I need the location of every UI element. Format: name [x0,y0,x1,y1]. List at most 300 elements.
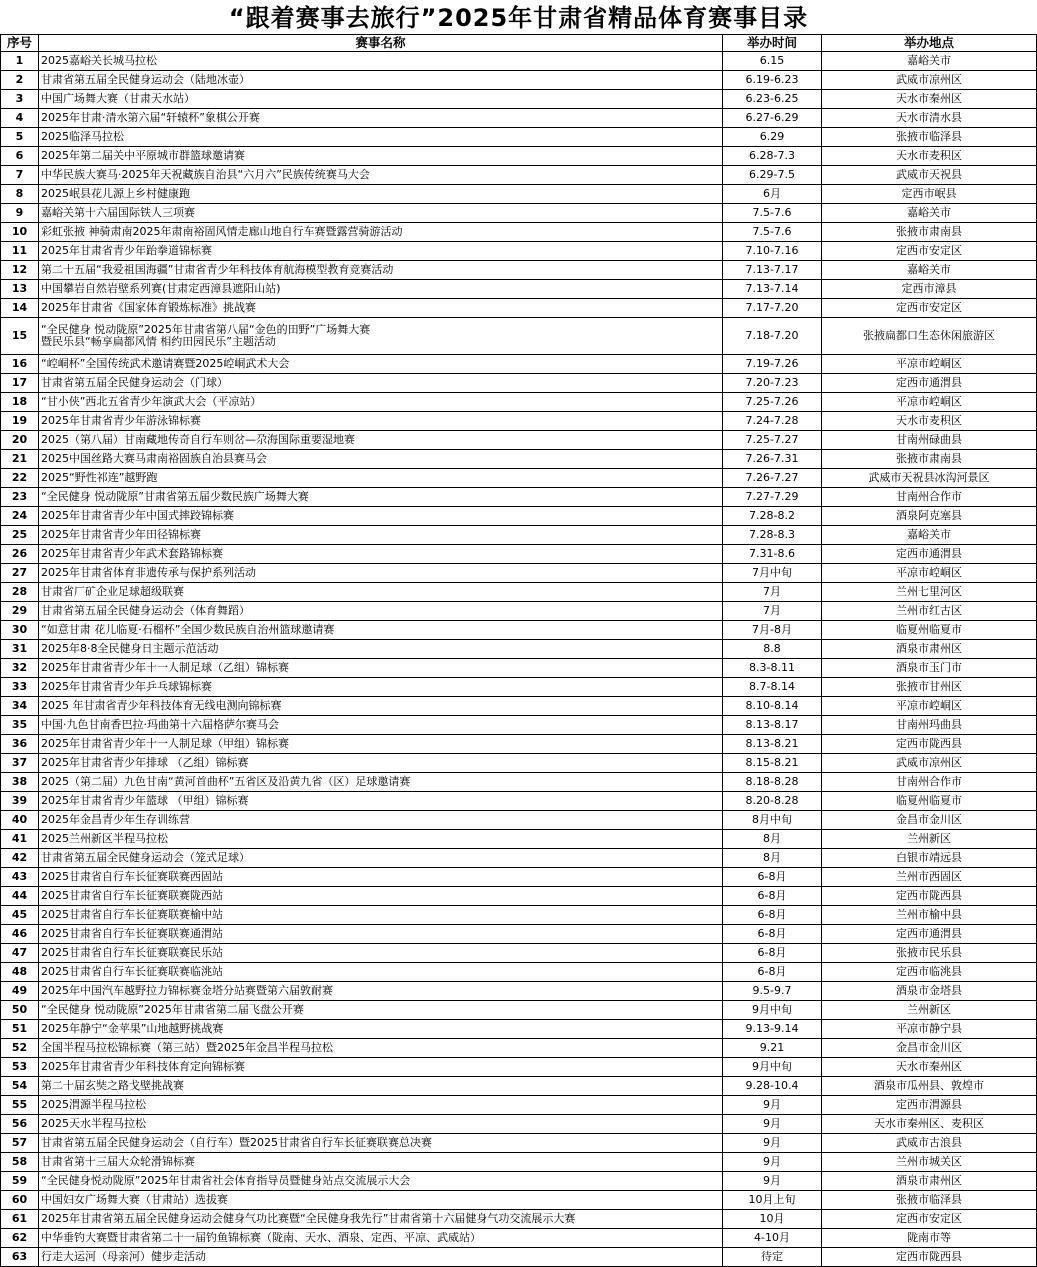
row-location: 定西市安定区 [822,299,1037,318]
row-number: 50 [1,1001,39,1020]
row-time: 9月 [723,1172,822,1191]
table-row [1,564,1037,583]
row-location: 金昌市金川区 [822,811,1037,830]
row-number: 29 [1,602,39,621]
row-location: 兰州市城关区 [822,1153,1037,1172]
row-number: 45 [1,906,39,925]
row-number: 39 [1,792,39,811]
row-location: 嘉峪关市 [822,526,1037,545]
row-event-name: “甘小侠”西北五省青少年演武大会（平凉站） [39,393,723,412]
row-location: 嘉峪关市 [822,52,1037,71]
row-event-name: 2025年甘肃省第五届全民健身运动会健身气功比赛暨“全民健身我先行”甘肃省第十六届健身气功交流展示大赛 [39,1210,723,1229]
row-number: 3 [1,90,39,109]
row-location: 兰州新区 [822,1001,1037,1020]
row-number: 63 [1,1248,39,1267]
table-row [1,1115,1037,1134]
row-time: 7.13-7.17 [723,261,822,280]
row-event-name: 2025甘肃省自行车长征赛联赛西固站 [39,868,723,887]
row-time: 4-10月 [723,1229,822,1248]
table-row [1,242,1037,261]
table-row [1,754,1037,773]
row-time: 9.21 [723,1039,822,1058]
row-event-name: 2025年甘肃省青少年科技体育定向锦标赛 [39,1058,723,1077]
table-row [1,1058,1037,1077]
row-location: 定西市通渭县 [822,545,1037,564]
row-time: 8.8 [723,640,822,659]
row-time: 6-8月 [723,887,822,906]
table-row [1,90,1037,109]
row-event-name: 2025年8·8全民健身日主题示范活动 [39,640,723,659]
row-time: 7月 [723,583,822,602]
row-location: 定西市渭源县 [822,1096,1037,1115]
row-location: 平凉市崆峒区 [822,355,1037,374]
table-row [1,204,1037,223]
table-row [1,128,1037,147]
row-event-name: 2025“野性祁连”越野跑 [39,469,723,488]
row-number: 53 [1,1058,39,1077]
row-number: 33 [1,678,39,697]
row-time: 6.29-7.5 [723,166,822,185]
row-number: 52 [1,1039,39,1058]
table-row [1,792,1037,811]
row-event-name: 甘肃省厂矿企业足球超级联赛 [39,583,723,602]
row-location: 酒泉市瓜州县、敦煌市 [822,1077,1037,1096]
row-time: 9月 [723,1115,822,1134]
row-number: 61 [1,1210,39,1229]
table-row [1,431,1037,450]
row-time: 7.5-7.6 [723,223,822,242]
row-number: 56 [1,1115,39,1134]
row-location: 天水市秦州区 [822,90,1037,109]
row-time: 6.27-6.29 [723,109,822,128]
table-row [1,868,1037,887]
row-number: 32 [1,659,39,678]
table-row [1,1229,1037,1248]
row-time: 8.10-8.14 [723,697,822,716]
row-event-name [39,318,723,355]
row-event-name: 2025年甘肃省青少年跆拳道锦标赛 [39,242,723,261]
row-event-name: 甘肃省第十三届大众轮滑锦标赛 [39,1153,723,1172]
row-number: 31 [1,640,39,659]
row-time: 9月 [723,1134,822,1153]
row-location: 嘉峪关市 [822,204,1037,223]
row-number: 1 [1,52,39,71]
row-time: 7.20-7.23 [723,374,822,393]
row-event-name: 中华民族大赛马·2025年天祝藏族自治县“六月六”民族传统赛马大会 [39,166,723,185]
header-number: 序号 [1,35,39,52]
row-number: 26 [1,545,39,564]
row-time: 8月中旬 [723,811,822,830]
row-event-name: 2025年甘肃省青少年乒乓球锦标赛 [39,678,723,697]
row-event-name: 中国攀岩自然岩壁系列赛(甘肃定西漳县遮阳山站) [39,280,723,299]
row-time: 7.5-7.6 [723,204,822,223]
row-time: 9月中旬 [723,1001,822,1020]
row-number: 25 [1,526,39,545]
row-time: 9.13-9.14 [723,1020,822,1039]
row-time: 10月上旬 [723,1191,822,1210]
row-number: 23 [1,488,39,507]
table-row [1,716,1037,735]
row-number: 18 [1,393,39,412]
row-event-name: 甘肃省第五届全民健身运动会（门球） [39,374,723,393]
row-location: 张掖市肃南县 [822,223,1037,242]
table-row [1,147,1037,166]
row-number: 57 [1,1134,39,1153]
row-event-name: 2025天水半程马拉松 [39,1115,723,1134]
row-number: 38 [1,773,39,792]
row-location: 张掖市肃南县 [822,450,1037,469]
table-row [1,374,1037,393]
row-location: 张掖扁都口生态休闲旅游区 [822,318,1037,355]
row-event-name: 2025兰州新区半程马拉松 [39,830,723,849]
row-location: 张掖市民乐县 [822,944,1037,963]
table-body [1,52,1037,1267]
row-event-name: 全国半程马拉松锦标赛（第三站）暨2025年金昌半程马拉松 [39,1039,723,1058]
row-location: 定西市通渭县 [822,374,1037,393]
row-number: 36 [1,735,39,754]
row-location: 张掖市临泽县 [822,1191,1037,1210]
row-event-name: 2025年甘肃省青少年中国式摔跤锦标赛 [39,507,723,526]
row-event-name: 第二十届玄奘之路戈壁挑战赛 [39,1077,723,1096]
row-location: 定西市安定区 [822,242,1037,261]
row-number: 48 [1,963,39,982]
row-event-name: 2025年甘肃省《国家体育锻炼标准》挑战赛 [39,299,723,318]
row-event-name: 甘肃省第五届全民健身运动会（笼式足球） [39,849,723,868]
row-location: 天水市清水县 [822,109,1037,128]
row-number: 58 [1,1153,39,1172]
row-time: 9.28-10.4 [723,1077,822,1096]
row-location: 兰州新区 [822,830,1037,849]
row-location: 天水市秦州区、麦积区 [822,1115,1037,1134]
row-time: 7月中旬 [723,564,822,583]
row-location: 陇南市等 [822,1229,1037,1248]
row-time: 8.15-8.21 [723,754,822,773]
row-time: 7.26-7.31 [723,450,822,469]
table-row [1,925,1037,944]
row-time: 7.17-7.20 [723,299,822,318]
row-location: 定西市岷县 [822,185,1037,204]
table-row [1,1191,1037,1210]
row-event-name: 2025渭源半程马拉松 [39,1096,723,1115]
row-location: 武威市古浪县 [822,1134,1037,1153]
row-location: 平凉市崆峒区 [822,697,1037,716]
row-event-name: “如意甘肃 花儿临夏·石榴杯”全国少数民族自治州篮球邀请赛 [39,621,723,640]
table-header-row [1,35,1037,52]
row-location: 天水市秦州区 [822,1058,1037,1077]
row-event-name: 2025年甘肃·清水第六届“轩辕杯”象棋公开赛 [39,109,723,128]
row-number: 21 [1,450,39,469]
table-row [1,678,1037,697]
row-number: 46 [1,925,39,944]
row-number: 41 [1,830,39,849]
row-number: 47 [1,944,39,963]
row-event-name: 2025 年甘肃省青少年科技体育无线电测向锦标赛 [39,697,723,716]
row-number: 16 [1,355,39,374]
row-number: 9 [1,204,39,223]
table-row [1,469,1037,488]
row-number: 12 [1,261,39,280]
row-event-name: 2025甘肃省自行车长征赛联赛通渭站 [39,925,723,944]
row-number: 43 [1,868,39,887]
row-time: 6-8月 [723,906,822,925]
row-location: 平凉市崆峒区 [822,393,1037,412]
table-row [1,602,1037,621]
row-number: 55 [1,1096,39,1115]
document-title: “跟着赛事去旅行”2025年甘肃省精品体育赛事目录 [228,4,809,32]
row-event-name-line1: “全民健身 悦动陇原”2025年甘肃省第八届“金色的田野”广场舞大赛 [41,323,371,336]
table-row [1,223,1037,242]
row-location: 酒泉阿克塞县 [822,507,1037,526]
row-time: 7.25-7.26 [723,393,822,412]
table-row [1,1153,1037,1172]
row-number: 30 [1,621,39,640]
row-number: 4 [1,109,39,128]
table-row [1,583,1037,602]
row-time: 7.24-7.28 [723,412,822,431]
row-time: 7月 [723,602,822,621]
table-row [1,299,1037,318]
row-event-name: 2025甘肃省自行车长征赛联赛临洮站 [39,963,723,982]
row-number: 42 [1,849,39,868]
row-number: 60 [1,1191,39,1210]
row-number: 6 [1,147,39,166]
row-event-name: 2025（第八届）甘南藏地传奇自行车则岔—尕海国际重要湿地赛 [39,431,723,450]
row-time: 7.28-8.2 [723,507,822,526]
table-row [1,735,1037,754]
row-location: 定西市陇西县 [822,887,1037,906]
row-time: 9月 [723,1096,822,1115]
row-number: 8 [1,185,39,204]
row-event-name: 甘肃省第五届全民健身运动会（自行车）暨2025甘肃省自行车长征赛联赛总决赛 [39,1134,723,1153]
row-event-name: “崆峒杯”全国传统武术邀请赛暨2025崆峒武术大会 [39,355,723,374]
table-row [1,450,1037,469]
row-event-name: 甘肃省第五届全民健身运动会（体育舞蹈） [39,602,723,621]
row-event-name: 2025年静宁“金苹果”山地越野挑战赛 [39,1020,723,1039]
row-event-name: 2025甘肃省自行车长征赛联赛榆中站 [39,906,723,925]
row-number: 40 [1,811,39,830]
header-time: 举办时间 [723,35,822,52]
row-event-name: 2025临泽马拉松 [39,128,723,147]
table-row [1,280,1037,299]
row-location: 兰州市西固区 [822,868,1037,887]
row-location: 张掖市甘州区 [822,678,1037,697]
row-number: 28 [1,583,39,602]
row-event-name: 甘肃省第五届全民健身运动会（陆地冰壶） [39,71,723,90]
row-time: 6-8月 [723,944,822,963]
table-row [1,640,1037,659]
table-row [1,1039,1037,1058]
row-number: 17 [1,374,39,393]
row-number: 51 [1,1020,39,1039]
table-row [1,659,1037,678]
row-number: 20 [1,431,39,450]
row-time: 8月 [723,849,822,868]
table-row [1,1020,1037,1039]
table-row [1,830,1037,849]
row-location: 酒泉市肃州区 [822,640,1037,659]
row-time: 7.31-8.6 [723,545,822,564]
row-number: 13 [1,280,39,299]
table-row [1,52,1037,71]
row-location: 甘南州玛曲县 [822,716,1037,735]
row-time: 10月 [723,1210,822,1229]
row-number: 44 [1,887,39,906]
row-location: 甘南州碌曲县 [822,431,1037,450]
row-number: 14 [1,299,39,318]
table-row [1,318,1037,355]
row-location: 甘南州合作市 [822,773,1037,792]
table-row [1,109,1037,128]
row-number: 11 [1,242,39,261]
row-location: 兰州市榆中县 [822,906,1037,925]
row-event-name: 2025中国丝路大赛马肃南裕固族自治县赛马会 [39,450,723,469]
table-row [1,887,1037,906]
row-number: 62 [1,1229,39,1248]
row-event-name: 2025（第二届）九色甘南“黄河首曲杯”五省区及沿黄九省（区）足球邀请赛 [39,773,723,792]
row-time: 8月 [723,830,822,849]
row-event-name: 2025岷县花儿源上乡村健康跑 [39,185,723,204]
row-location: 定西市安定区 [822,1210,1037,1229]
row-location: 武威市天祝县 [822,166,1037,185]
row-event-name: 2025年甘肃省青少年篮球 （甲组）锦标赛 [39,792,723,811]
row-location: 武威市凉州区 [822,754,1037,773]
table-row [1,185,1037,204]
row-event-name: 2025年第二届关中平原城市群篮球邀请赛 [39,147,723,166]
table-row [1,906,1037,925]
row-location: 定西市漳县 [822,280,1037,299]
row-time: 7.19-7.26 [723,355,822,374]
row-number: 22 [1,469,39,488]
row-location: 兰州七里河区 [822,583,1037,602]
table-row [1,507,1037,526]
row-number: 35 [1,716,39,735]
row-event-name: 2025年中国汽车越野拉力锦标赛金塔分站赛暨第六届敦耐赛 [39,982,723,1001]
row-time: 8.7-8.14 [723,678,822,697]
event-catalog-table [0,34,1037,1267]
row-event-name: 2025年甘肃省青少年武术套路锦标赛 [39,545,723,564]
row-event-name: “全民健身 悦动陇原”2025年甘肃省第二届飞盘公开赛 [39,1001,723,1020]
row-location: 甘南州合作市 [822,488,1037,507]
row-number: 5 [1,128,39,147]
row-event-name: 行走大运河（母亲河）健步走活动 [39,1248,723,1267]
table-row [1,1134,1037,1153]
row-number: 27 [1,564,39,583]
row-number: 34 [1,697,39,716]
table-row [1,412,1037,431]
table-row [1,849,1037,868]
row-location: 酒泉市金塔县 [822,982,1037,1001]
table-row [1,773,1037,792]
row-time: 7.25-7.27 [723,431,822,450]
table-row [1,697,1037,716]
row-location: 金昌市金川区 [822,1039,1037,1058]
row-time: 7.13-7.14 [723,280,822,299]
row-event-name: 2025嘉峪关长城马拉松 [39,52,723,71]
row-event-name: 2025甘肃省自行车长征赛联赛陇西站 [39,887,723,906]
row-event-name: 中国广场舞大赛（甘肃天水站） [39,90,723,109]
row-location: 定西市陇西县 [822,1248,1037,1267]
table-row [1,261,1037,280]
row-time: 6-8月 [723,868,822,887]
row-number: 49 [1,982,39,1001]
row-location: 临夏州临夏市 [822,792,1037,811]
header-event-name: 赛事名称 [39,35,723,52]
row-number: 19 [1,412,39,431]
row-number: 59 [1,1172,39,1191]
row-number: 7 [1,166,39,185]
row-time: 7.18-7.20 [723,318,822,355]
row-event-name: 中国妇女广场舞大赛（甘肃站）选拔赛 [39,1191,723,1210]
row-time: 6.15 [723,52,822,71]
row-number: 10 [1,223,39,242]
row-location: 平凉市静宁县 [822,1020,1037,1039]
row-time: 8.18-8.28 [723,773,822,792]
row-time: 6-8月 [723,925,822,944]
row-time: 7.26-7.27 [723,469,822,488]
row-event-name: 中国·九色甘南香巴拉·玛曲第十六届格萨尔赛马会 [39,716,723,735]
row-event-name: 彩虹张掖 神骑肃南2025年肃南裕固风情走廊山地自行车赛暨露营骑游活动 [39,223,723,242]
table-row [1,1248,1037,1267]
table-row [1,1172,1037,1191]
row-event-name: 2025年甘肃省青少年十一人制足球（甲组）锦标赛 [39,735,723,754]
row-event-name: 2025甘肃省自行车长征赛联赛民乐站 [39,944,723,963]
table-row [1,944,1037,963]
row-location: 兰州市红古区 [822,602,1037,621]
row-event-name: 2025年甘肃省青少年游泳锦标赛 [39,412,723,431]
row-time: 8.13-8.21 [723,735,822,754]
row-time: 7月-8月 [723,621,822,640]
row-time: 9.5-9.7 [723,982,822,1001]
table-row [1,526,1037,545]
row-event-name: 中华垂钓大赛暨甘肃省第二十一届钓鱼锦标赛（陇南、天水、酒泉、定西、平凉、武威站） [39,1229,723,1248]
row-time: 待定 [723,1248,822,1267]
row-location: 酒泉市玉门市 [822,659,1037,678]
table-row [1,621,1037,640]
row-location: 平凉市崆峒区 [822,564,1037,583]
row-event-name: 嘉峪关第十六届国际铁人三项赛 [39,204,723,223]
table-row [1,355,1037,374]
row-time: 8.3-8.11 [723,659,822,678]
row-event-name: 2025年甘肃省青少年田径锦标赛 [39,526,723,545]
row-location: 天水市麦积区 [822,147,1037,166]
row-event-name: 第二十五届“我爱祖国海疆”甘肃省青少年科技体育航海模型教育竞赛活动 [39,261,723,280]
table-row [1,545,1037,564]
row-location: 定西市临洮县 [822,963,1037,982]
row-location: 张掖市临泽县 [822,128,1037,147]
row-number: 15 [1,318,39,355]
row-event-name: 2025年甘肃省青少年排球 （乙组）锦标赛 [39,754,723,773]
row-number: 2 [1,71,39,90]
row-time: 6.19-6.23 [723,71,822,90]
row-time: 8.20-8.28 [723,792,822,811]
row-event-name: 2025年甘肃省体育非遗传承与保护系列活动 [39,564,723,583]
table-row [1,811,1037,830]
table-row [1,393,1037,412]
row-number: 37 [1,754,39,773]
row-time: 9月中旬 [723,1058,822,1077]
row-location: 定西市陇西县 [822,735,1037,754]
row-event-name: 2025年甘肃省青少年十一人制足球（乙组）锦标赛 [39,659,723,678]
row-location: 酒泉市肃州区 [822,1172,1037,1191]
row-number: 54 [1,1077,39,1096]
header-location: 举办地点 [822,35,1037,52]
row-location: 武威市天祝县冰沟河景区 [822,469,1037,488]
row-time: 6.29 [723,128,822,147]
row-time: 6-8月 [723,963,822,982]
row-location: 嘉峪关市 [822,261,1037,280]
row-time: 7.27-7.29 [723,488,822,507]
row-location: 定西市通渭县 [822,925,1037,944]
